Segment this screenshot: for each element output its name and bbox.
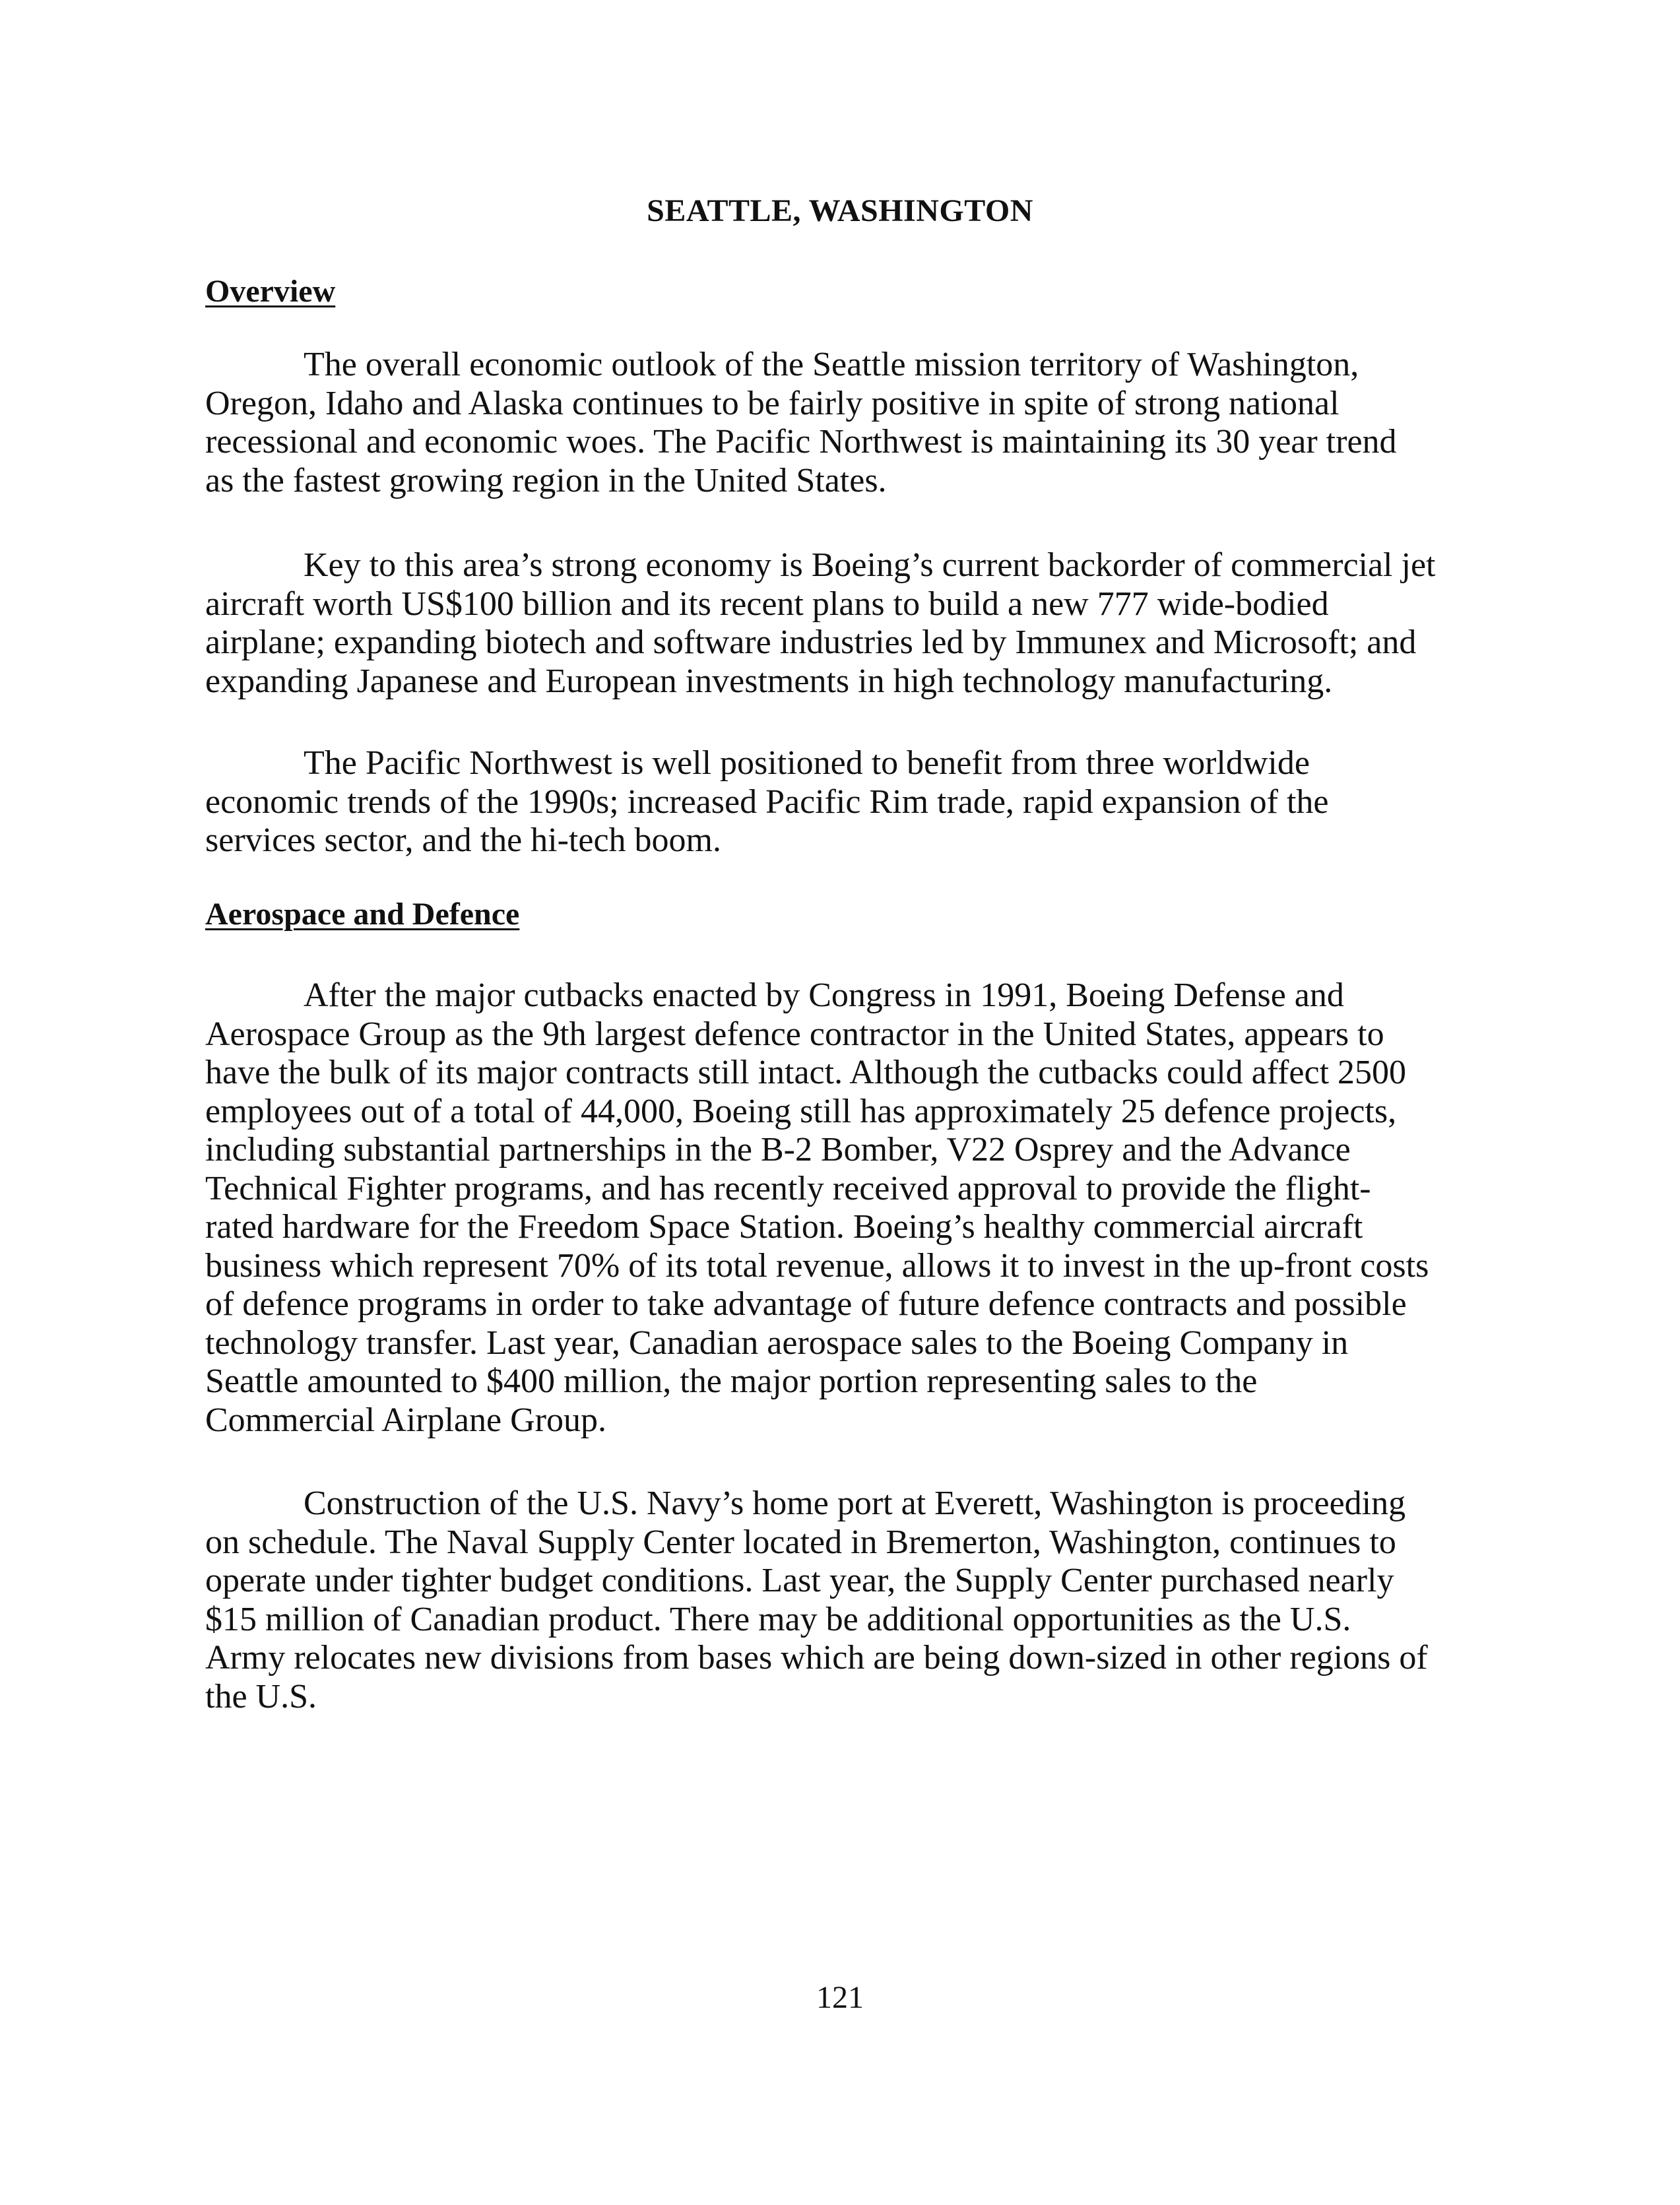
page-title: SEATTLE, WASHINGTON (647, 193, 1033, 228)
text-line: employees out of a total of 44,000, Boeing still has approximately 25 defence projects, (205, 1092, 1397, 1130)
text-line: The Pacific Northwest is well positioned to benefit from three worldwide (304, 744, 1310, 782)
text-line: of defence programs in order to take advantage of future defence contracts and possible (205, 1285, 1407, 1323)
text-line: business which represent 70% of its total revenue, allows it to invest in the up-front costs (205, 1246, 1429, 1285)
paragraph-overview-2 (205, 546, 1499, 701)
page-number: 121 (816, 1980, 864, 2015)
text-line: Army relocates new divisions from bases which are being down-sized in other regions of (205, 1639, 1428, 1677)
paragraph-aerospace-2 (205, 1485, 1499, 1716)
text-line: have the bulk of its major contracts still intact. Although the cutbacks could affect 2500 (205, 1054, 1407, 1091)
text-line: Key to this area’s strong economy is Boeing’s current backorder of commercial jet (304, 546, 1436, 584)
text-line: Construction of the U.S. Navy’s home port at Everett, Washington is proceeding (304, 1485, 1406, 1522)
text-line: economic trends of the 1990s; increased Pacific Rim trade, rapid expansion of the (205, 783, 1329, 821)
text-line: Technical Fighter programs, and has recently received approval to provide the flight- (205, 1169, 1371, 1207)
text-line: airplane; expanding biotech and software industries led by Immunex and Microsoft; and (205, 623, 1417, 661)
text-line: recessional and economic woes. The Pacific Northwest is maintaining its 30 year trend (205, 423, 1397, 461)
text-line: Aerospace Group as the 9th largest defence contractor in the United States, appears to (205, 1015, 1384, 1053)
section-heading-overview: Overview (205, 274, 336, 309)
text-line: operate under tighter budget conditions. Last year, the Supply Center purchased nearly (205, 1562, 1394, 1599)
text-line: After the major cutbacks enacted by Congress in 1991, Boeing Defense and (304, 976, 1344, 1014)
text-line: The overall economic outlook of the Seattle mission territory of Washington, (304, 346, 1359, 383)
text-line: Commercial Airplane Group. (205, 1401, 606, 1439)
text-line: aircraft worth US$100 billion and its recent plans to build a new 777 wide-bodied (205, 585, 1329, 623)
text-line: Oregon, Idaho and Alaska continues to be fairly positive in spite of strong national (205, 384, 1340, 422)
paragraph-aerospace-1 (205, 976, 1499, 1440)
text-line: $15 million of Canadian product. There may be additional opportunities as the U.S. (205, 1600, 1351, 1638)
text-line: on schedule. The Naval Supply Center located in Bremerton, Washington, continues to (205, 1523, 1396, 1561)
text-line: rated hardware for the Freedom Space Station. Boeing’s healthy commercial aircraft (205, 1208, 1363, 1246)
text-line: services sector, and the hi-tech boom. (205, 821, 721, 859)
paragraph-overview-3 (205, 744, 1499, 860)
text-line: expanding Japanese and European investments in high technology manufacturing. (205, 662, 1333, 700)
section-heading-aerospace-defence: Aerospace and Defence (205, 897, 520, 932)
text-line: the U.S. (205, 1677, 317, 1715)
text-line: as the fastest growing region in the United States. (205, 461, 887, 499)
text-line: including substantial partnerships in the B-2 Bomber, V22 Osprey and the Advance (205, 1131, 1351, 1168)
text-line: Seattle amounted to $400 million, the major portion representing sales to the (205, 1362, 1258, 1400)
text-line: technology transfer. Last year, Canadian aerospace sales to the Boeing Company in (205, 1324, 1349, 1362)
paragraph-overview-1 (205, 346, 1499, 500)
